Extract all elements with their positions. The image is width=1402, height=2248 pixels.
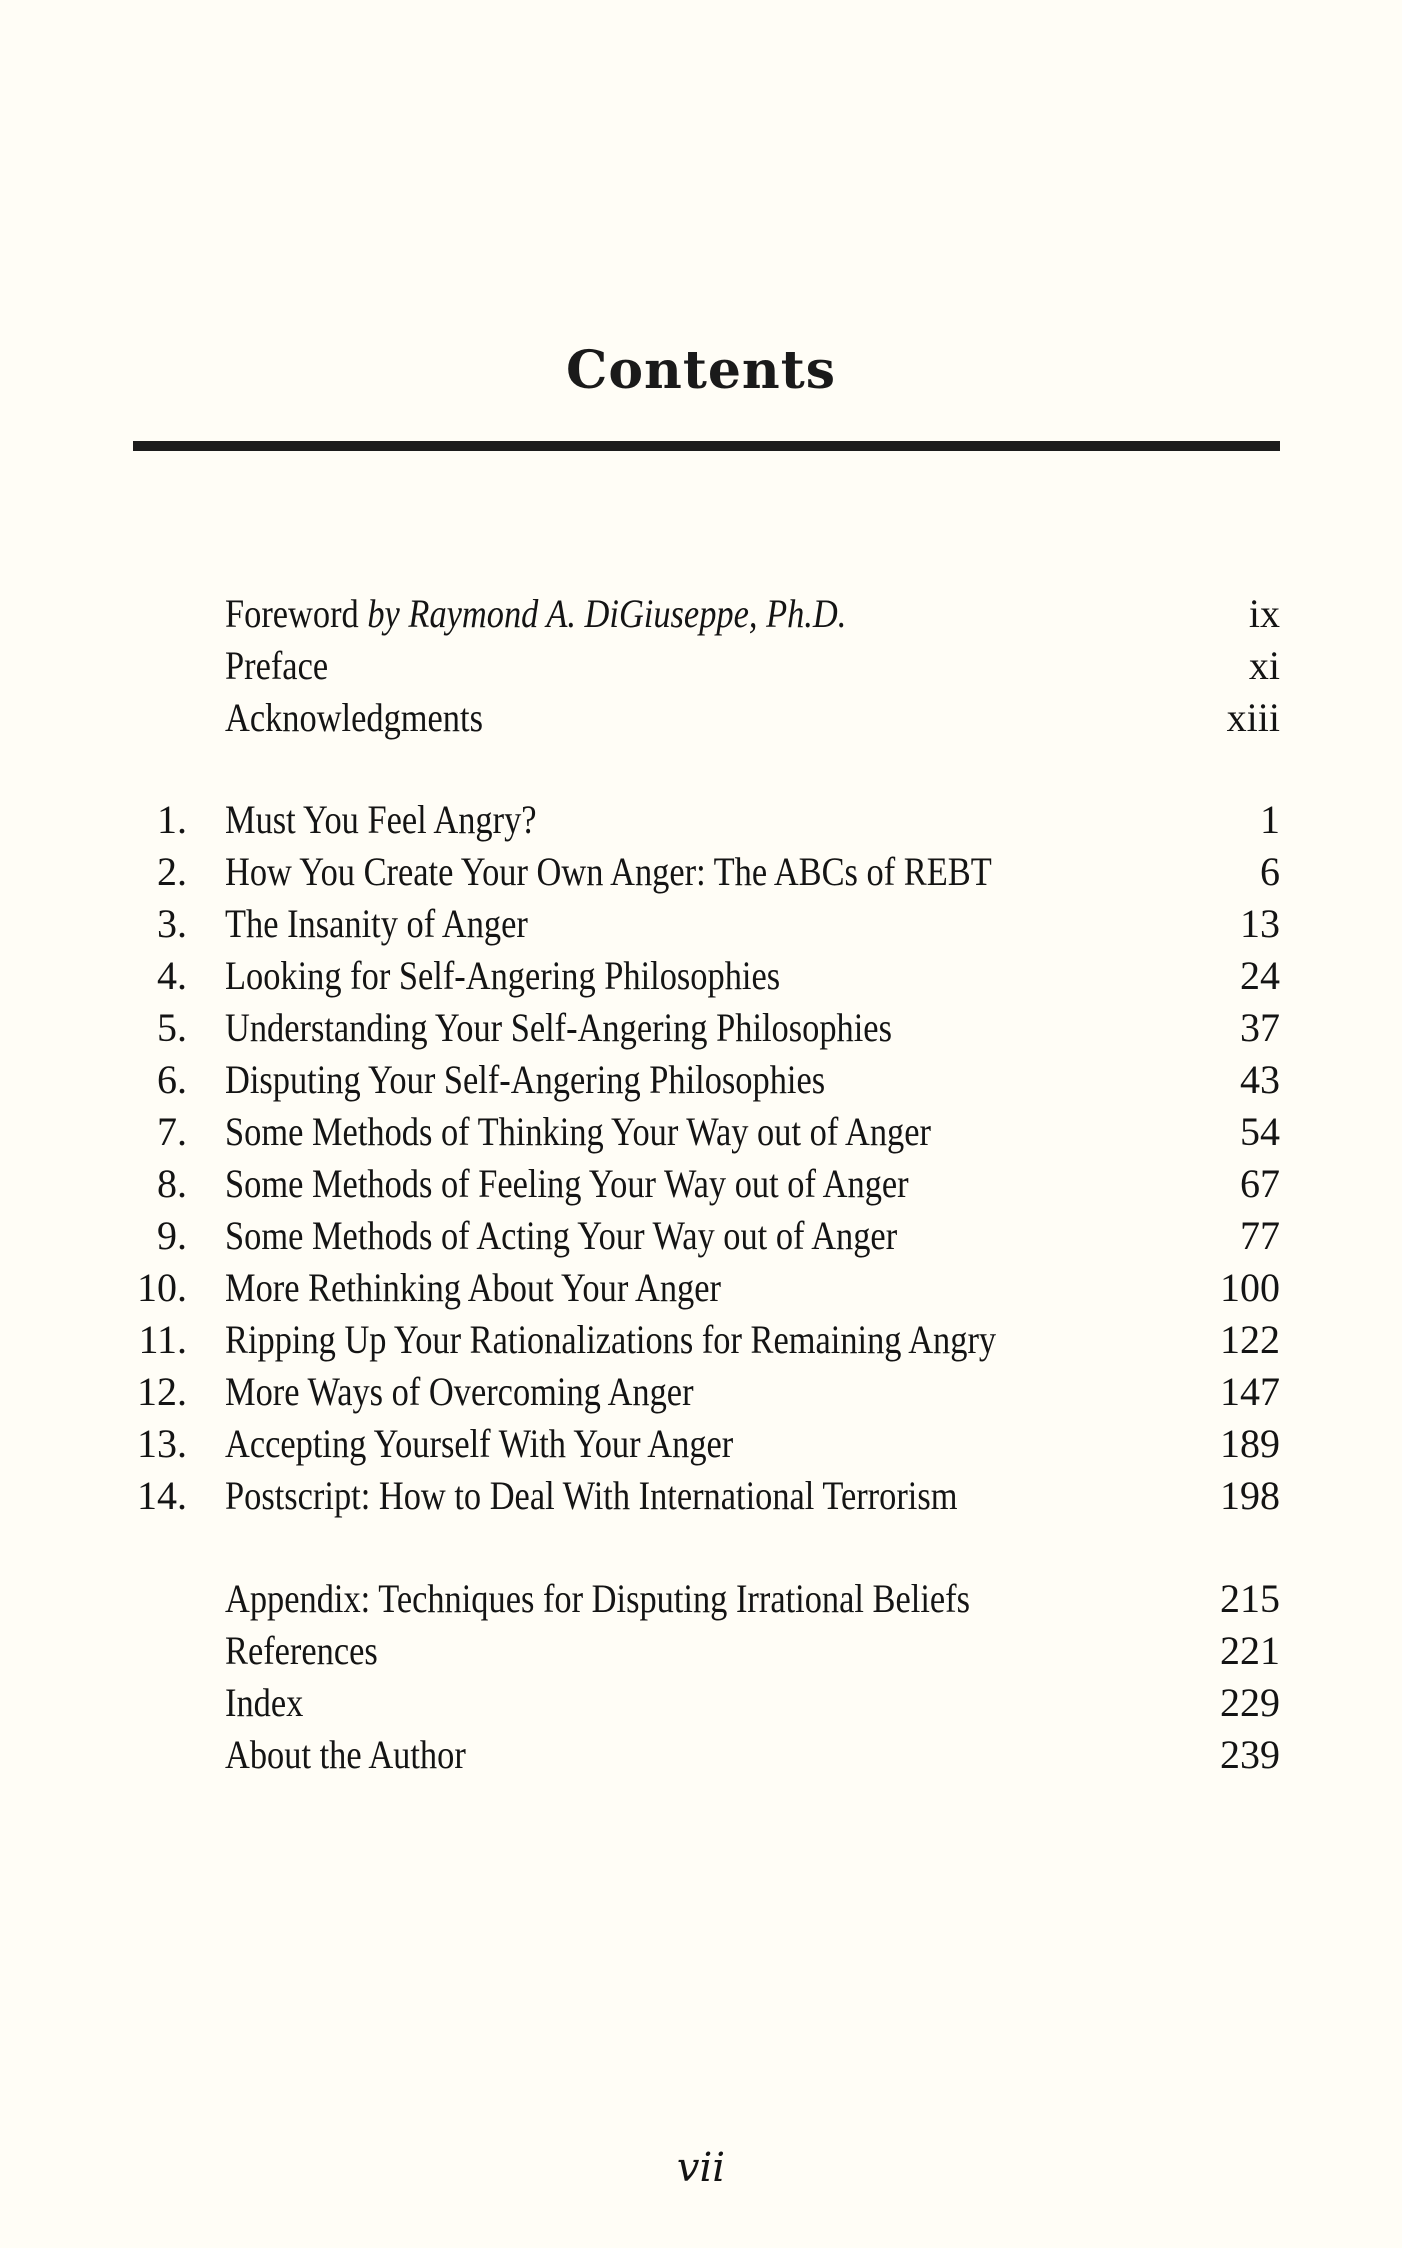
toc-entry-chapter[interactable] — [0, 1418, 1402, 1470]
chapter-page: 189 — [1220, 1421, 1280, 1466]
entry-page: 239 — [1220, 1732, 1280, 1777]
chapter-number: 11. — [138, 1317, 187, 1362]
entry-title: Appendix: Techniques for Disputing Irrational Beliefs — [225, 1576, 971, 1621]
toc-entry-references[interactable] — [0, 1625, 1402, 1677]
entry-title: About the Author — [225, 1732, 466, 1777]
toc-entry-chapter[interactable] — [0, 794, 1402, 846]
entry-page: ix — [1248, 591, 1280, 636]
toc-entry-chapter[interactable] — [0, 1210, 1402, 1262]
chapter-page: 6 — [1260, 849, 1280, 894]
title-rule — [133, 441, 1280, 451]
entry-title: References — [225, 1628, 378, 1673]
chapter-number: 1. — [157, 797, 187, 842]
toc-entry-preface[interactable] — [0, 640, 1402, 692]
entry-title: Preface — [225, 643, 329, 688]
toc-entry-chapter[interactable] — [0, 1158, 1402, 1210]
chapter-title: More Rethinking About Your Anger — [225, 1265, 721, 1310]
chapter-page: 13 — [1240, 901, 1280, 946]
chapter-number: 9. — [157, 1213, 187, 1258]
chapter-page: 147 — [1220, 1369, 1280, 1414]
toc-entry-foreword[interactable] — [0, 588, 1402, 640]
entry-title: Acknowledgments — [225, 695, 483, 740]
toc-entry-appendix[interactable] — [0, 1573, 1402, 1625]
chapter-title: Disputing Your Self-Angering Philosophies — [225, 1057, 826, 1102]
chapter-title: More Ways of Overcoming Anger — [225, 1369, 694, 1414]
chapter-title: Some Methods of Thinking Your Way out of Anger — [225, 1109, 931, 1154]
chapter-number: 7. — [157, 1109, 187, 1154]
chapter-title: The Insanity of Anger — [225, 901, 528, 946]
entry-page: 229 — [1220, 1680, 1280, 1725]
chapter-title: Ripping Up Your Rationalizations for Remaining Angry — [225, 1317, 997, 1362]
toc-entry-chapter[interactable] — [0, 1262, 1402, 1314]
chapter-number: 2. — [157, 849, 187, 894]
chapter-title: Postscript: How to Deal With International Terrorism — [225, 1473, 958, 1518]
chapter-title: Accepting Yourself With Your Anger — [225, 1421, 734, 1466]
toc-entry-chapter[interactable] — [0, 1470, 1402, 1522]
chapter-page: 37 — [1240, 1005, 1280, 1050]
entry-title: Foreword — [225, 591, 359, 636]
toc-entry-chapter[interactable] — [0, 1106, 1402, 1158]
chapter-number: 10. — [137, 1265, 187, 1310]
chapter-number: 3. — [157, 901, 187, 946]
chapter-title: Looking for Self-Angering Philosophies — [225, 953, 781, 998]
toc-entry-index[interactable] — [0, 1677, 1402, 1729]
chapter-title: Some Methods of Acting Your Way out of Anger — [225, 1213, 898, 1258]
page-title: Contents — [565, 340, 837, 401]
toc-entry-chapter[interactable] — [0, 1314, 1402, 1366]
chapter-page: 54 — [1240, 1109, 1280, 1154]
entry-byline: by Raymond A. DiGiuseppe, Ph.D. — [367, 591, 847, 636]
toc-entry-chapter[interactable] — [0, 1054, 1402, 1106]
chapter-number: 5. — [157, 1005, 187, 1050]
toc-entry-chapter[interactable] — [0, 846, 1402, 898]
chapter-page: 100 — [1220, 1265, 1280, 1310]
toc-entry-acknowledgments[interactable] — [0, 692, 1402, 744]
entry-page: xi — [1248, 643, 1280, 688]
toc-entry-chapter[interactable] — [0, 898, 1402, 950]
entry-page: xiii — [1226, 695, 1280, 740]
toc-entry-chapter[interactable] — [0, 1366, 1402, 1418]
chapter-title: Must You Feel Angry? — [225, 797, 537, 842]
toc-entry-chapter[interactable] — [0, 1002, 1402, 1054]
chapter-page: 67 — [1240, 1161, 1280, 1206]
chapter-number: 12. — [137, 1369, 187, 1414]
chapter-title: Some Methods of Feeling Your Way out of Anger — [225, 1161, 909, 1206]
chapter-number: 8. — [157, 1161, 187, 1206]
entry-title: Index — [225, 1680, 304, 1725]
toc-entry-about-author[interactable] — [0, 1729, 1402, 1781]
entry-page: 215 — [1220, 1576, 1280, 1621]
chapter-page: 43 — [1240, 1057, 1280, 1102]
chapter-number: 4. — [157, 953, 187, 998]
chapter-page: 77 — [1240, 1213, 1280, 1258]
chapter-page: 24 — [1240, 953, 1280, 998]
chapter-title: How You Create Your Own Anger: The ABCs of REBT — [225, 849, 992, 894]
chapter-number: 14. — [137, 1473, 187, 1518]
chapter-page: 1 — [1260, 797, 1280, 842]
chapter-number: 6. — [157, 1057, 187, 1102]
chapter-number: 13. — [137, 1421, 187, 1466]
chapter-page: 198 — [1220, 1473, 1280, 1518]
entry-page: 221 — [1220, 1628, 1280, 1673]
chapter-title: Understanding Your Self-Angering Philosophies — [225, 1005, 892, 1050]
chapter-page: 122 — [1220, 1317, 1280, 1362]
toc-entry-chapter[interactable] — [0, 950, 1402, 1002]
page-folio: vii — [676, 2145, 726, 2191]
